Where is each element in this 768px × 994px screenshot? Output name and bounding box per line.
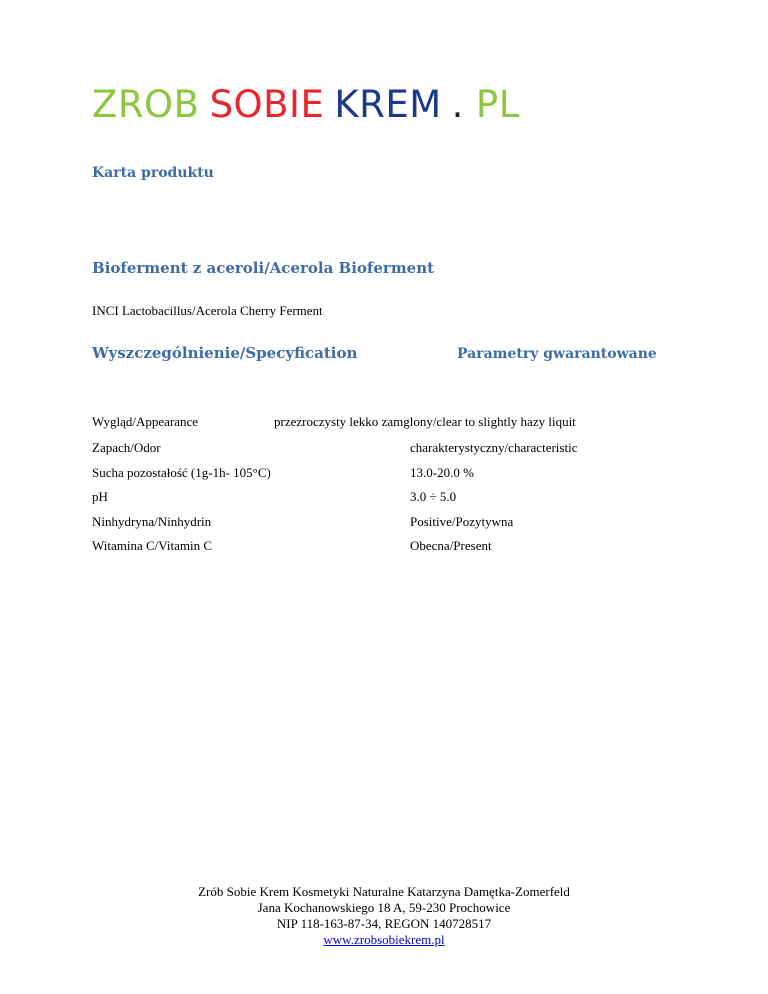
spec-value: charakterystyczny/characteristic (410, 440, 578, 455)
spec-value: 3.0 ÷ 5.0 (410, 489, 457, 504)
spec-row-vitamin-c (92, 538, 492, 554)
spec-label: Wygląd/Appearance (92, 414, 199, 429)
spec-label: Zapach/Odor (92, 440, 161, 455)
footer-tax-ids: NIP 118-163-87-34, REGON 140728517 (276, 916, 492, 931)
logo-dot: . (451, 83, 464, 126)
product-name: Bioferment z aceroli/Acerola Bioferment (92, 259, 435, 277)
column-header-spec: Wyszczególnienie/Specyfication (92, 344, 358, 362)
footer-company: Zrób Sobie Krem Kosmetyki Naturalne Katarzyna Damętka-Zomerfeld (198, 884, 570, 899)
spec-value: przezroczysty lekko zamglony/clear to slightly hazy liquit (274, 414, 576, 429)
column-header-param: Parametry gwarantowane (457, 346, 657, 362)
footer-website-link[interactable]: www.zrobsobiekrem.pl (323, 932, 445, 947)
footer-address: Jana Kochanowskiego 18 A, 59-230 Prochowice (257, 900, 511, 915)
logo (92, 83, 520, 126)
spec-label: Sucha pozostałość (1g-1h- 105°C) (92, 465, 271, 480)
spec-row-ninhydrin (92, 514, 514, 530)
spec-row-appearance (92, 414, 576, 430)
spec-label: Ninhydryna/Ninhydrin (92, 514, 212, 529)
logo-word-krem: KREM (334, 83, 442, 126)
spec-value: Positive/Pozytywna (410, 514, 514, 529)
spec-row-ph (92, 489, 457, 505)
spec-value: 13.0-20.0 % (410, 465, 474, 480)
footer (0, 884, 768, 948)
spec-row-odor (92, 440, 578, 456)
inci-line: INCI Lactobacillus/Acerola Cherry Ferment (92, 303, 323, 318)
page-title: Karta produktu (92, 165, 214, 181)
logo-word-zrob: ZROB (92, 83, 200, 126)
logo-word-sobie: SOBIE (209, 83, 325, 126)
spec-value: Obecna/Present (410, 538, 492, 553)
spec-label: Witamina C/Vitamin C (92, 538, 213, 553)
spec-row-dry-residue (92, 465, 474, 481)
logo-word-pl: PL (475, 83, 520, 126)
spec-label: pH (92, 489, 108, 504)
